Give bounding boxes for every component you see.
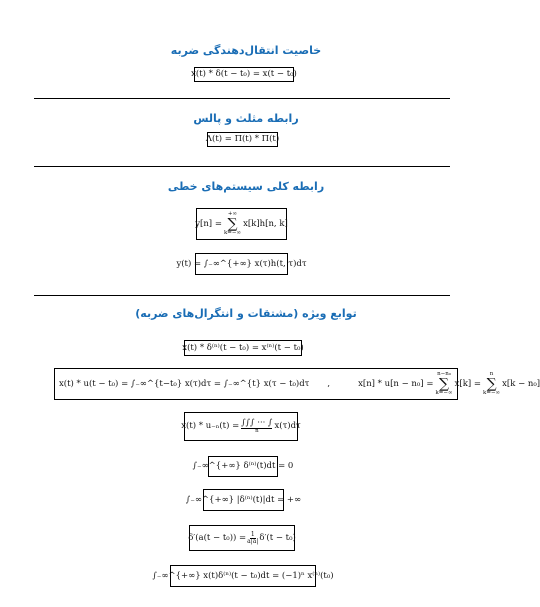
divider <box>34 98 450 99</box>
formula-text: y(t) = ∫₋∞^{+∞} x(τ)h(t, τ)dτ <box>176 258 307 269</box>
formula-text: ∫₋∞^{+∞} |δ⁽ⁿ⁾(t)|dt = +∞ <box>185 494 302 505</box>
formula-step-convolution <box>54 368 540 400</box>
formula-integral-abs-delta <box>185 489 302 511</box>
formula-triangle-pulse <box>207 132 278 147</box>
section-heading-linear-systems: رابطه کلی سیستم‌های خطی <box>167 180 325 193</box>
formula-text: x[k] = <box>454 378 481 389</box>
formula-text: y[n] = <box>195 218 222 229</box>
divider <box>34 295 450 296</box>
formula-text: x(τ)dτ <box>274 421 301 432</box>
summation-symbol: n ∑ k=−∞ <box>483 370 501 396</box>
section-heading-shift: خاصیت انتقال‌دهندگی ضربه <box>170 44 322 57</box>
fraction: $\frac{1}{a|a|}$ <box>247 530 259 545</box>
n-fold-integral: ∫∫∫ ··· ∫ n <box>241 418 273 434</box>
formula-separator: , <box>327 378 331 389</box>
formula-text: ∫₋∞^{+∞} δ⁽ⁿ⁾(t)dt = 0 <box>192 461 294 472</box>
formula-delta-scaling <box>189 525 295 551</box>
section-heading-triangle: رابطه مثلث و پالس <box>193 112 299 125</box>
formula-text: x[k]h[n, k] <box>243 218 288 229</box>
formula-integral-delta-zero <box>192 456 294 477</box>
formula-text: x[n] * u[n − n₀] = <box>358 378 434 389</box>
formula-text: x(t) * u₋ₙ(t) = <box>181 421 240 432</box>
summation-symbol: +∞ ∑ k=−∞ <box>223 210 242 236</box>
formula-convolution-sum <box>196 208 287 240</box>
formula-sifting-derivative <box>152 565 334 587</box>
section-heading-special-functions: توابع ویژه (مشتقات و انتگرال‌های ضربه) <box>135 307 357 320</box>
formula-text: x(t) * δ(t − t₀) = x(t − t₀) <box>191 69 297 80</box>
summation-symbol: n−n₀ ∑ k=−∞ <box>435 370 453 396</box>
formula-impulse-derivative <box>184 340 302 356</box>
formula-text: Λ(t) = Π(t) * Π(t) <box>205 134 280 145</box>
formula-convolution-integral <box>176 253 307 275</box>
formula-text: x(t) * δ⁽ⁿ⁾(t − t₀) = x⁽ⁿ⁾(t − t₀) <box>182 342 304 353</box>
formula-text: δ′(t − t₀) <box>259 532 296 543</box>
formula-shift-property <box>191 67 297 82</box>
formula-text: ∫₋∞^{+∞} x(t)δ⁽ⁿ⁾(t − t₀)dt = (−1)ⁿ x⁽ⁿ⁾(t₀) <box>152 570 334 581</box>
formula-text: x(t) * u(t − t₀) = ∫₋∞^{t−t₀} x(τ)dτ = ∫₋∞^{t} x(τ − t₀)dτ <box>59 378 310 389</box>
formula-text: δ′(a(t − t₀)) = <box>188 532 247 543</box>
divider <box>34 166 450 167</box>
formula-multiple-integral <box>181 412 301 441</box>
formula-text: x[k − n₀] <box>502 378 540 389</box>
